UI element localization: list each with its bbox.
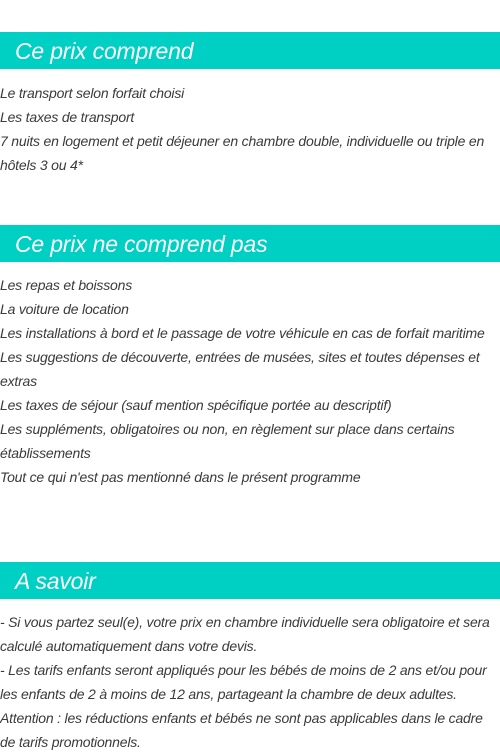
list-item: Tout ce qui n'est pas mentionné dans le présent programme [0,469,361,485]
section-title: Ce prix comprend [15,38,194,64]
list-item: Les taxes de transport [0,109,135,125]
list-item: - Les tarifs enfants seront appliqués pour les bébés de moins de 2 ans et/ou pour les enfants de 2 à moins de 12 ans, partageant la chambre de deux adultes. [0,662,487,702]
list-item: Les installations à bord et le passage de votre véhicule en cas de forfait maritime [0,325,485,341]
section-header-bar [0,562,500,599]
list-item: Les taxes de séjour (sauf mention spécifique portée au descriptif) [0,397,392,413]
includes-list [0,81,500,177]
list-item: Les suggestions de découverte, entrées de musées, sites et toutes dépenses et extras [0,349,480,389]
section-title: Ce prix ne comprend pas [15,231,268,257]
section-price-includes [0,32,500,177]
section-header-bar [0,32,500,69]
section-header-bar [0,225,500,262]
section-price-excludes [0,225,500,489]
list-item: 7 nuits en logement et petit déjeuner en chambre double, individuelle ou triple en hôtels 3 ou 4* [0,133,485,173]
list-item: Le transport selon forfait choisi [0,85,185,101]
section-title: A savoir [15,568,96,594]
notes-list [0,610,500,754]
list-item: Les suppléments, obligatoires ou non, en règlement sur place dans certains établissements [0,421,455,461]
list-item: La voiture de location [0,301,129,317]
list-item: Les repas et boissons [0,277,132,293]
list-item: - Si vous partez seul(e), votre prix en chambre individuelle sera obligatoire et sera calculé automatiquement dans votre devis. [0,614,490,654]
excludes-list [0,273,500,489]
list-item: Attention : les réductions enfants et bébés ne sont pas applicables dans le cadre de tarifs promotionnels. [0,710,483,750]
section-good-to-know [0,562,500,754]
